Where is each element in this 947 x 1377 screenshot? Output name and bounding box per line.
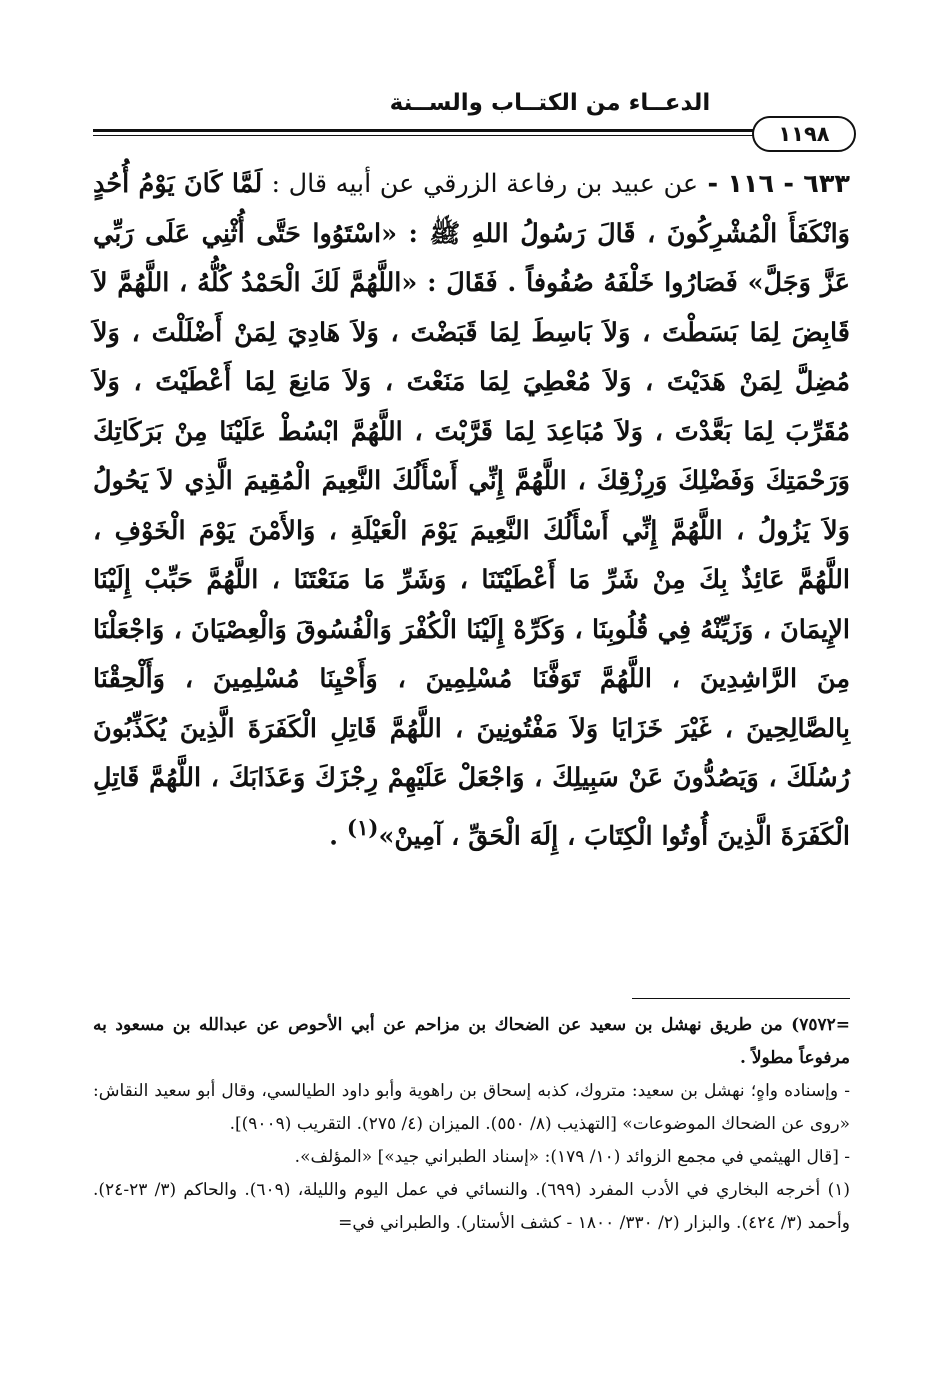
hadith-block [93,160,850,862]
footnotes-block [93,1009,850,1240]
header-rule-thin [93,135,837,136]
page-number-badge: ١١٩٨ [752,116,856,152]
running-header: الدعــاء من الكتــاب والســنة [389,90,711,116]
footnote-reference[interactable]: (١) [346,815,379,841]
footnote-continuation: =٧٥٧٢) من طريق نهشل بن سعيد عن الضحاك بن مزاحم عن أبي الأحوص عن عبدالله بن مسعود به مرفوعاً مطولاً . [93,1015,850,1068]
hadith-narration: عن عبيد بن رفاعة الزرقي عن أبيه قال : [271,169,699,199]
header-rule-thick [93,129,837,132]
footnote-separator [632,998,850,999]
footnote-1: (١) أخرجه البخاري في الأدب المفرد (٦٩٩). والنسائي في عمل اليوم والليلة، (٦٠٩). والحاكم (٣/ ٢٣-٢٤). وأحمد (٣/ ٤٢٤). والبزار (٢/ ٣٣٠/ ١٨٠٠ - كشف الأستار). والطبراني في= [93,1180,850,1233]
footnote-isnad-note: - وإسناده واهٍ؛ نهشل بن سعيد: متروك، كذبه إسحاق بن راهوية وأبو داود الطيالسي، وقال أبو سعيد النقاش: «روى عن الضحاك الموضوعات» [التهذيب (٨/ ٥٥٠). الميزان (٤/ ٢٧٥). التقريب (٩٠٠٩)]. [93,1081,850,1134]
hadith-end-mark: . [329,821,338,851]
hadith-number: ٦٣٣ - ١١٦ - [707,169,850,199]
footnote-haythami-note: - [قال الهيثمي في مجمع الزوائد (١٠/ ١٧٩): «إسناد الطبراني جيد»] «المؤلف». [294,1147,850,1167]
hadith-text: لَمَّا كَانَ يَوْمُ أُحُدٍ وَانْكَفَأَ الْمُشْرِكُونَ ، قَالَ رَسُولُ اللهِ ﷺ : «اسْتَوُوا حَتَّى أُثْنِي عَلَى رَبِّي عَزَّ وَجَلَّ» فَصَارُوا خَلْفَهُ صُفُوفاً . فَقَالَ : «اللَّهُمَّ لَكَ الْحَمْدُ كُلُّهُ ، اللَّهُمَّ لاَ قَابِضَ لِمَا بَسَطْتَ ، وَلاَ بَاسِطَ لِمَا قَبَضْتَ ، وَلاَ هَادِيَ لِمَنْ أَضْلَلْتَ ، وَلاَ مُضِلَّ لِمَنْ هَدَيْتَ ، وَلاَ مُعْطِيَ لِمَا مَنَعْتَ ، وَلاَ مَانِعَ لِمَا أَعْطَيْتَ ، وَلاَ مُقَرِّبَ لِمَا بَعَّدْتَ ، وَلاَ مُبَاعِدَ لِمَا قَرَّبْتَ ، اللَّهُمَّ ابْسُطْ عَلَيْنَا مِنْ بَرَكَاتِكَ وَرَحْمَتِكَ وَفَضْلِكَ وَرِزْقِكَ ، اللَّهُمَّ إِنِّي أَسْأَلُكَ النَّعِيمَ الْمُقِيمَ الَّذِي لاَ يَحُولُ وَلاَ يَزُولُ ، اللَّهُمَّ إِنِّي أَسْأَلُكَ النَّعِيمَ يَوْمَ الْعَيْلَةِ ، وَالأَمْنَ يَوْمَ الْخَوْفِ ، اللَّهُمَّ عَائِذٌ بِكَ مِنْ شَرِّ مَا أَعْطَيْتَنَا ، وَشَرِّ مَا مَنَعْتَنَا ، اللَّهُمَّ حَبِّبْ إِلَيْنَا الإِيمَانَ ، وَزَيِّنْهُ فِي قُلُوبِنَا ، وَكَرِّهْ إِلَيْنَا الْكُفْرَ وَالْفُسُوقَ وَالْعِصْيَانَ ، وَاجْعَلْنَا مِنَ الرَّاشِدِينَ ، اللَّهُمَّ تَوَفَّنَا مُسْلِمِينَ ، وَأَحْيِنَا مُسْلِمِينَ ، وَأَلْحِقْنَا بِالصَّالِحِينَ ، غَيْرَ خَزَايَا وَلاَ مَفْتُونِينَ ، اللَّهُمَّ قَاتِلِ الْكَفَرَةَ الَّذِينَ يُكَذِّبُونَ رُسُلَكَ ، وَيَصُدُّونَ عَنْ سَبِيلِكَ ، وَاجْعَلْ عَلَيْهِمْ رِجْزَكَ وَعَذَابَكَ ، اللَّهُمَّ قَاتِلِ الْكَفَرَةَ الَّذِينَ أُوتُوا الْكِتَابَ ، إِلَهَ الْحَقِّ ، آمِينْ» [93,169,850,851]
